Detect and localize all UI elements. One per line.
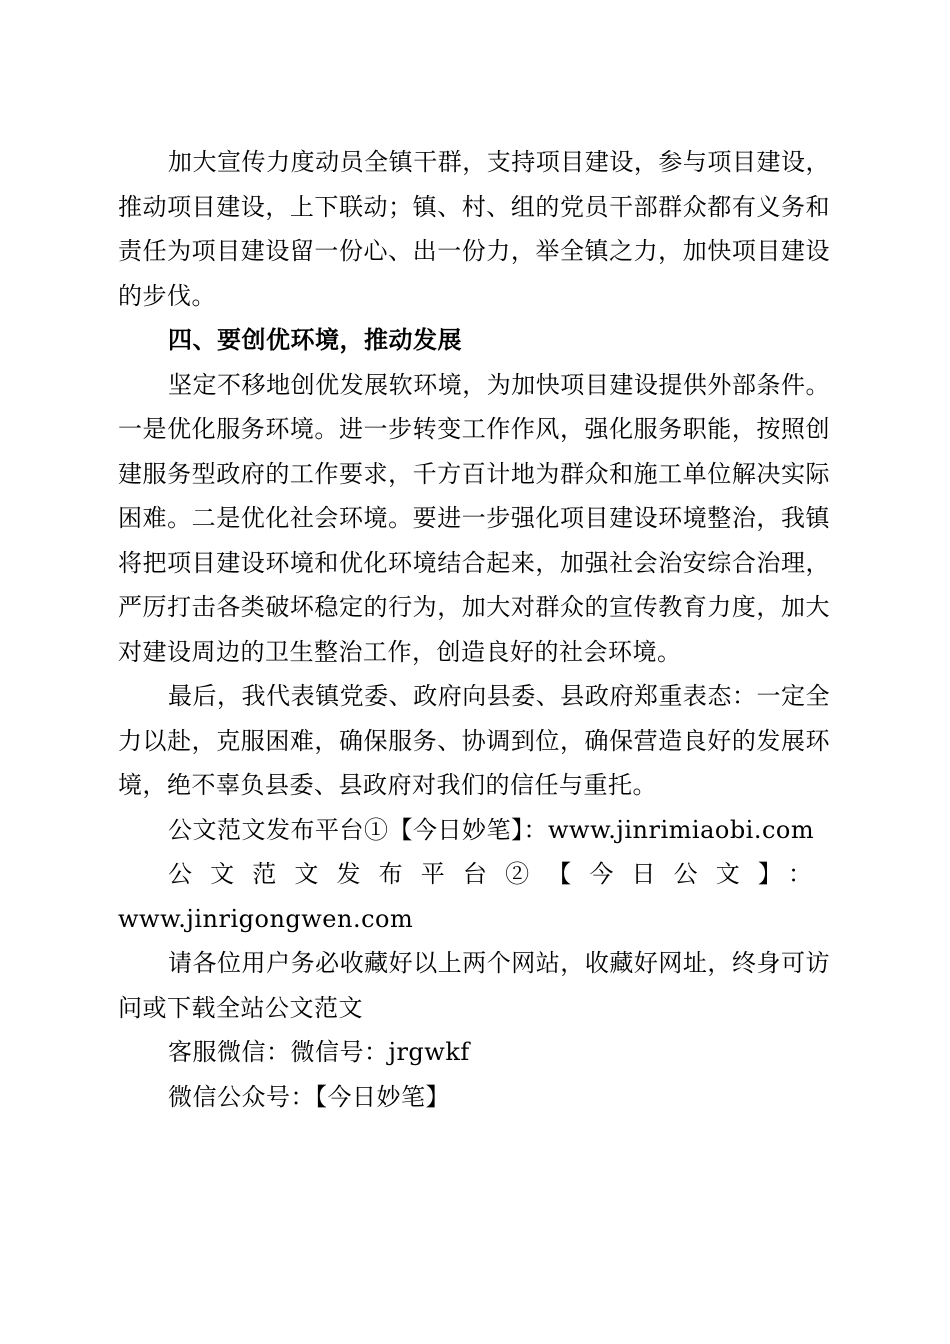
wechat-public-account: 微信公众号：【今日妙笔】 (168, 1082, 450, 1111)
bookmark-notice: 请各位用户务必收藏好以上两个网站，收藏好网址，终身可访问或下载全站公文范文 (118, 949, 830, 1022)
document-body (118, 140, 830, 1119)
section-heading: 四、要创优环境，推动发展 (168, 326, 462, 354)
paragraph-conclusion: 最后，我代表镇党委、政府向县委、县政府郑重表态：一定全力以赴，克服困难，确保服务、协调到位，确保营造良好的发展环境，绝不辜负县委、县政府对我们的信任与重托。 (118, 682, 830, 799)
platform-two-line: 公文范文发布平台②【今日公文】： (168, 860, 830, 888)
paragraph-environment: 坚定不移地创优发展软环境，为加快项目建设提供外部条件。一是优化服务环境。进一步转变工作作风，强化服务职能，按照创建服务型政府的工作要求，千方百计地为群众和施工单位解决实际困难。二是优化社会环境。要进一步强化项目建设环境整治，我镇将把项目建设环境和优化环境结合起来，加强社会治安综合治理，严厉打击各类破坏稳定的行为，加大对群众的宣传教育力度，加大对建设周边的卫生整治工作，创造良好的社会环境。 (118, 370, 830, 666)
platform-two-url: www.jinrigongwen.com (118, 904, 414, 933)
customer-service-wechat: 客服微信：微信号：jrgwkf (168, 1038, 470, 1066)
platform-one-line: 公文范文发布平台①【今日妙笔】：www.jinrimiaobi.com (168, 815, 815, 844)
paragraph-promotion: 加大宣传力度动员全镇干群，支持项目建设，参与项目建设，推动项目建设，上下联动；镇、村、组的党员干部群众都有义务和责任为项目建设留一份心、出一份力，举全镇之力，加快项目建设的步伐。 (118, 148, 830, 310)
